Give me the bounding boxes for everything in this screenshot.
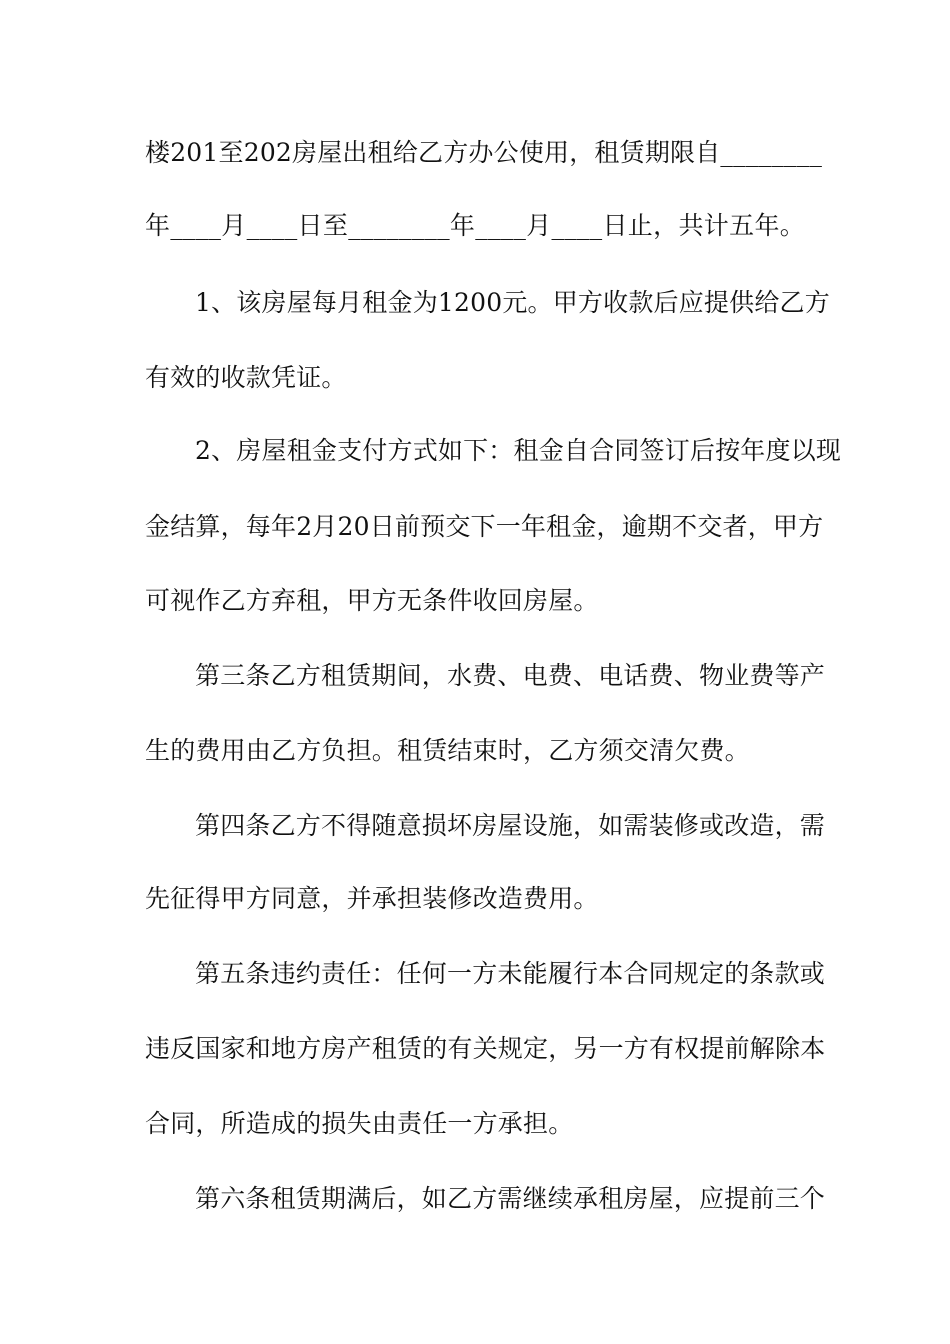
text-line: 有效的收款凭证。 <box>145 363 347 392</box>
article-5-line: 第五条违约责任：任何一方未能履行本合同规定的条款或 <box>195 959 826 988</box>
article-3-line: 第三条乙方租赁期间，水费、电费、电话费、物业费等产 <box>195 661 826 690</box>
article-6-line: 第六条租赁期满后，如乙方需继续承租房屋，应提前三个 <box>195 1184 826 1213</box>
text-line: 楼201至202房屋出租给乙方办公使用，租赁期限自________ <box>145 138 823 167</box>
text-line: 合同，所造成的损失由责任一方承担。 <box>145 1109 574 1138</box>
text-line: 先征得甲方同意，并承担装修改造费用。 <box>145 884 599 913</box>
text-line: 违反国家和地方房产租赁的有关规定，另一方有权提前解除本 <box>145 1034 826 1063</box>
text-line: 可视作乙方弃租，甲方无条件收回房屋。 <box>145 586 599 615</box>
paragraph-start-line: 2、房屋租金支付方式如下：租金自合同签订后按年度以现 <box>195 436 842 465</box>
article-4-line: 第四条乙方不得随意损坏房屋设施，如需装修或改造，需 <box>195 811 826 840</box>
text-line: 金结算，每年2月20日前预交下一年租金，逾期不交者，甲方 <box>145 512 824 541</box>
paragraph-start-line: 1、该房屋每月租金为1200元。甲方收款后应提供给乙方 <box>195 288 830 317</box>
text-line: 生的费用由乙方负担。租赁结束时，乙方须交清欠费。 <box>145 736 750 765</box>
text-line: 年____月____日至________年____月____日止，共计五年。 <box>145 211 805 240</box>
